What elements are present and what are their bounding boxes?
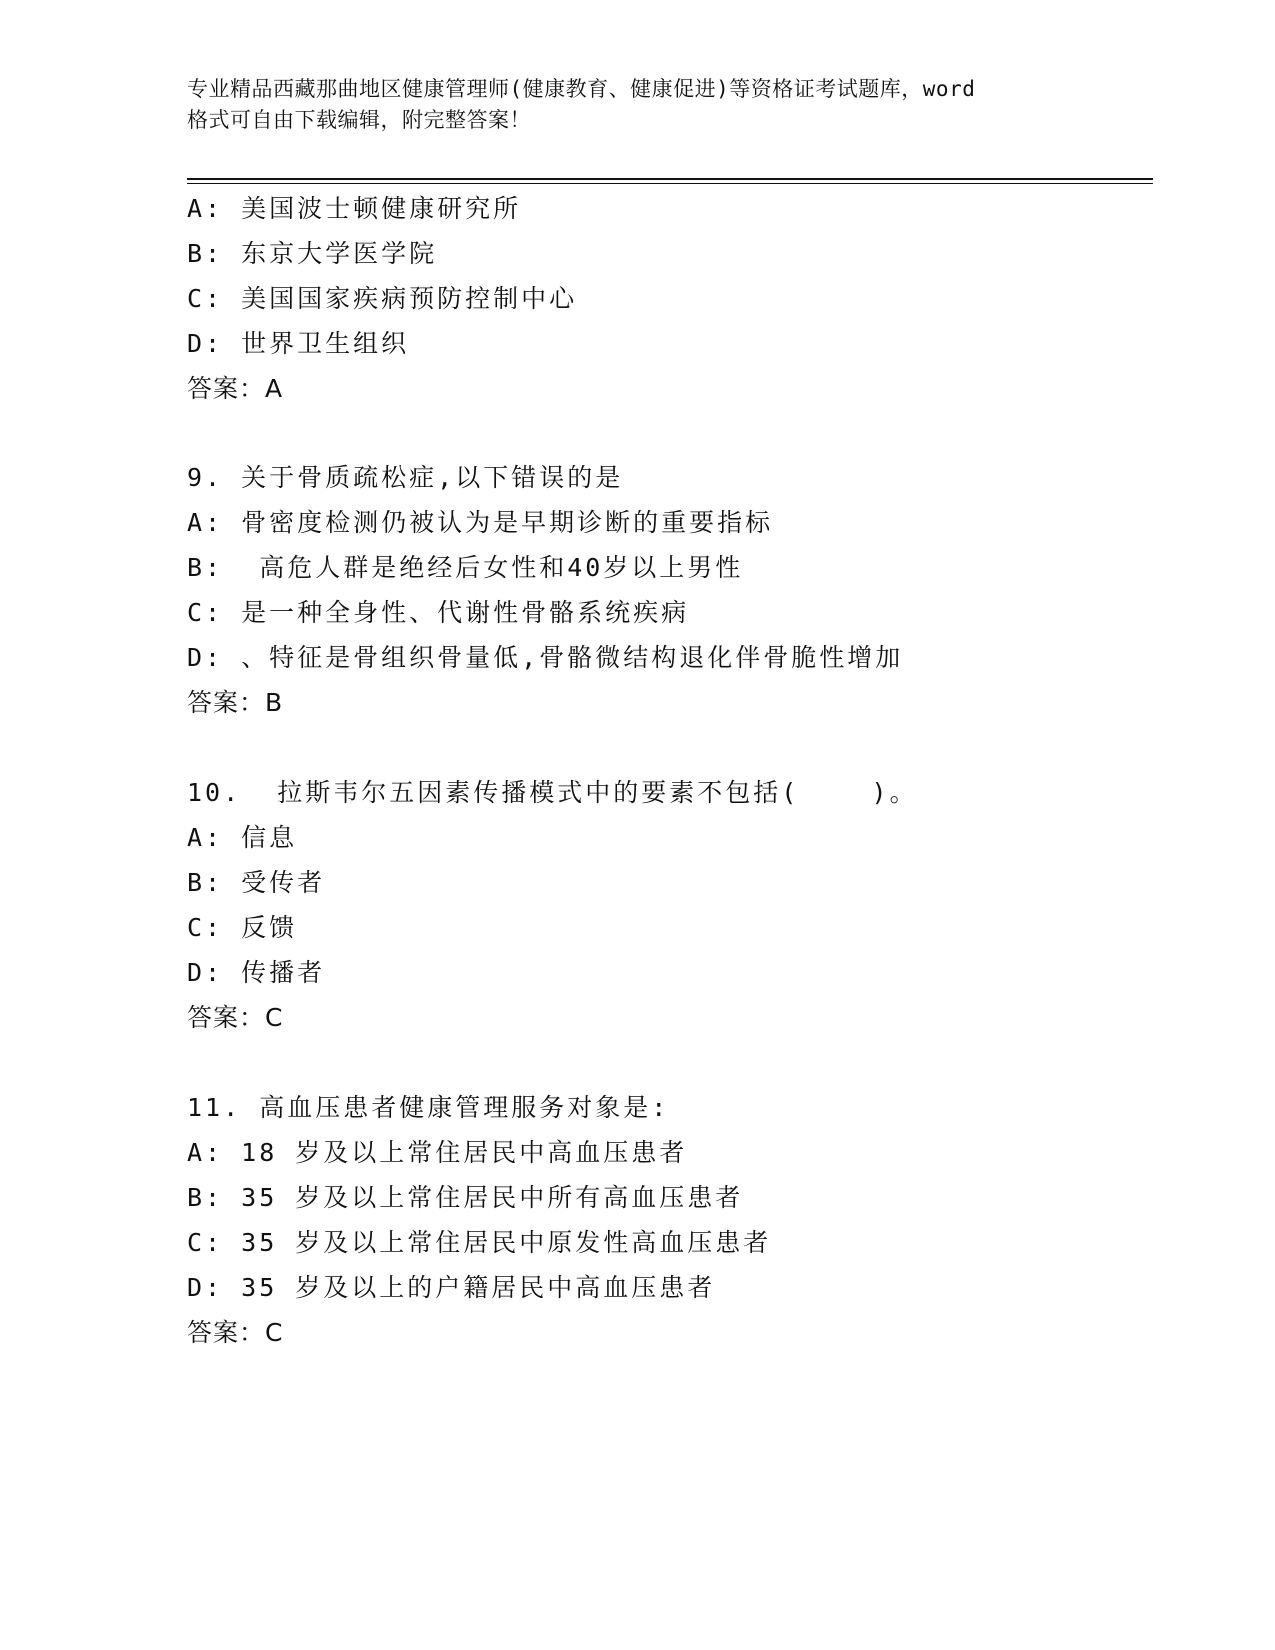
header-divider-thick — [187, 178, 1153, 180]
question-11-stem: 11. 高血压患者健康管理服务对象是: — [187, 1093, 670, 1122]
option-b: B: 东京大学医学院 — [187, 239, 438, 268]
option-d: D: 传播者 — [187, 958, 326, 987]
option-c: C: 美国国家疾病预防控制中心 — [187, 284, 578, 313]
answer: 答案：A — [187, 374, 284, 403]
option-a: A: 信息 — [187, 823, 298, 852]
option-c: C: 35 岁及以上常住居民中原发性高血压患者 — [187, 1228, 772, 1257]
option-b: B: 高危人群是绝经后女性和40岁以上男性 — [187, 553, 744, 582]
option-d: D: 世界卫生组织 — [187, 329, 410, 358]
question-10-stem: 10. 拉斯韦尔五因素传播模式中的要素不包括( )。 — [187, 778, 918, 807]
option-c: C: 反馈 — [187, 913, 298, 942]
option-b: B: 35 岁及以上常住居民中所有高血压患者 — [187, 1183, 744, 1212]
header-line-1: 专业精品西藏那曲地区健康管理师(健康教育、健康促进)等资格证考试题库，word — [187, 77, 976, 101]
answer: 答案：B — [187, 688, 284, 717]
option-d: D: 35 岁及以上的户籍居民中高血压患者 — [187, 1273, 716, 1302]
option-a: A: 18 岁及以上常住居民中高血压患者 — [187, 1138, 688, 1167]
option-c: C: 是一种全身性、代谢性骨骼系统疾病 — [187, 598, 690, 627]
answer: 答案：C — [187, 1003, 284, 1032]
question-9-stem: 9. 关于骨质疏松症,以下错误的是 — [187, 463, 624, 492]
option-a: A: 骨密度检测仍被认为是早期诊断的重要指标 — [187, 508, 774, 537]
option-b: B: 受传者 — [187, 868, 326, 897]
answer: 答案：C — [187, 1318, 284, 1347]
option-d: D: 、特征是骨组织骨量低,骨骼微结构退化伴骨脆性增加 — [187, 643, 904, 672]
header-divider-thin — [187, 183, 1153, 184]
document-header — [187, 74, 1087, 136]
header-line-2: 格式可自由下载编辑，附完整答案！ — [187, 108, 531, 132]
option-a: A: 美国波士顿健康研究所 — [187, 194, 522, 223]
